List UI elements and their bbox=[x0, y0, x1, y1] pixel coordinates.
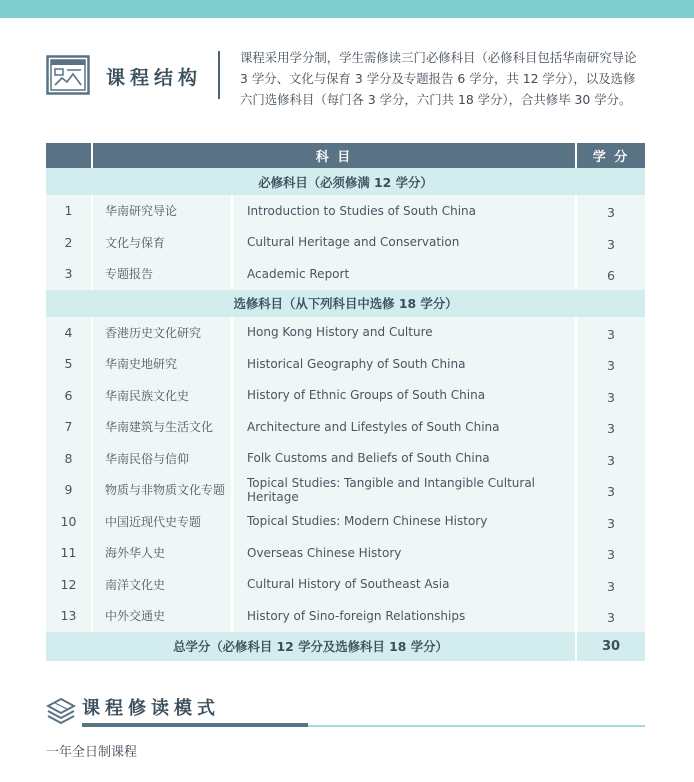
study-mode-section bbox=[46, 692, 645, 732]
row-course-en: Topical Studies: Modern Chinese History bbox=[232, 506, 576, 538]
row-course-zh: 物质与非物质文化专题 bbox=[92, 474, 232, 506]
document-frame-icon bbox=[46, 55, 90, 95]
row-number: 11 bbox=[46, 537, 92, 569]
row-number: 2 bbox=[46, 227, 92, 259]
row-credits: 3 bbox=[576, 569, 645, 601]
study-mode-text: 一年全日制课程 bbox=[46, 745, 138, 760]
row-course-zh: 香港历史文化研究 bbox=[92, 317, 232, 349]
title-underline-dark bbox=[82, 723, 308, 727]
row-number: 8 bbox=[46, 443, 92, 475]
row-course-zh: 华南民族文化史 bbox=[92, 380, 232, 412]
total-credits-label: 总学分（必修科目 12 学分及选修科目 18 学分） bbox=[46, 632, 576, 661]
row-course-zh: 文化与保育 bbox=[92, 227, 232, 259]
table-row bbox=[46, 537, 645, 569]
table-row bbox=[46, 443, 645, 475]
row-course-en: Cultural Heritage and Conservation bbox=[232, 227, 576, 259]
row-number: 5 bbox=[46, 348, 92, 380]
row-credits: 3 bbox=[576, 506, 645, 538]
row-credits: 3 bbox=[576, 600, 645, 632]
row-course-en: Hong Kong History and Culture bbox=[232, 317, 576, 349]
row-credits: 3 bbox=[576, 348, 645, 380]
top-accent-bar bbox=[0, 0, 694, 18]
table-row bbox=[46, 411, 645, 443]
row-course-zh: 海外华人史 bbox=[92, 537, 232, 569]
required-section-title: 必修科目（必须修满 12 学分） bbox=[46, 168, 645, 195]
header-subject: 科 目 bbox=[92, 143, 576, 168]
row-credits: 6 bbox=[576, 258, 645, 290]
row-credits: 3 bbox=[576, 443, 645, 475]
elective-section-title: 选修科目（从下列科目中选修 18 学分） bbox=[46, 290, 645, 317]
table-row bbox=[46, 348, 645, 380]
row-course-en: Cultural History of Southeast Asia bbox=[232, 569, 576, 601]
row-credits: 3 bbox=[576, 195, 645, 227]
section-title-structure: 课程结构 bbox=[106, 67, 203, 89]
row-number: 12 bbox=[46, 569, 92, 601]
elective-section-row bbox=[46, 290, 645, 317]
row-credits: 3 bbox=[576, 474, 645, 506]
row-credits: 3 bbox=[576, 380, 645, 412]
row-course-en: History of Ethnic Groups of South China bbox=[232, 380, 576, 412]
table-row bbox=[46, 569, 645, 601]
row-course-zh: 华南史地研究 bbox=[92, 348, 232, 380]
table-row bbox=[46, 600, 645, 632]
row-course-zh: 中外交通史 bbox=[92, 600, 232, 632]
header-number-cell bbox=[46, 143, 92, 168]
row-course-en: History of Sino-foreign Relationships bbox=[232, 600, 576, 632]
row-course-en: Academic Report bbox=[232, 258, 576, 290]
table-row bbox=[46, 474, 645, 506]
course-structure-section bbox=[46, 50, 646, 107]
title-underline-light bbox=[308, 725, 645, 727]
row-course-zh: 华南建筑与生活文化 bbox=[92, 411, 232, 443]
layered-stack-icon bbox=[46, 697, 76, 727]
title-divider bbox=[218, 51, 220, 99]
table-row bbox=[46, 227, 645, 259]
row-course-en: Introduction to Studies of South China bbox=[232, 195, 576, 227]
row-credits: 3 bbox=[576, 411, 645, 443]
row-credits: 3 bbox=[576, 537, 645, 569]
row-course-en: Topical Studies: Tangible and Intangible Cultural Heritage bbox=[232, 474, 576, 506]
table-row bbox=[46, 317, 645, 349]
header-credits: 学 分 bbox=[576, 143, 645, 168]
row-number: 9 bbox=[46, 474, 92, 506]
row-credits: 3 bbox=[576, 227, 645, 259]
row-course-zh: 中国近现代史专题 bbox=[92, 506, 232, 538]
table-row bbox=[46, 258, 645, 290]
row-number: 3 bbox=[46, 258, 92, 290]
row-course-zh: 专题报告 bbox=[92, 258, 232, 290]
row-number: 1 bbox=[46, 195, 92, 227]
row-number: 4 bbox=[46, 317, 92, 349]
row-course-en: Overseas Chinese History bbox=[232, 537, 576, 569]
row-course-en: Historical Geography of South China bbox=[232, 348, 576, 380]
row-course-zh: 南洋文化史 bbox=[92, 569, 232, 601]
row-number: 13 bbox=[46, 600, 92, 632]
row-credits: 3 bbox=[576, 317, 645, 349]
row-number: 6 bbox=[46, 380, 92, 412]
table-header-row bbox=[46, 143, 645, 168]
required-section-row bbox=[46, 168, 645, 195]
row-number: 10 bbox=[46, 506, 92, 538]
row-course-en: Folk Customs and Beliefs of South China bbox=[232, 443, 576, 475]
total-credits-value: 30 bbox=[576, 632, 645, 661]
section-title-study-mode: 课程修读模式 bbox=[82, 698, 220, 719]
row-course-zh: 华南民俗与信仰 bbox=[92, 443, 232, 475]
total-credits-row bbox=[46, 632, 645, 661]
row-course-en: Architecture and Lifestyles of South China bbox=[232, 411, 576, 443]
table-row bbox=[46, 380, 645, 412]
row-number: 7 bbox=[46, 411, 92, 443]
row-course-zh: 华南研究导论 bbox=[92, 195, 232, 227]
structure-description: 课程采用学分制，学生需修读三门必修科目（必修科目包括华南研究导论 3 学分、文化与保育 3 学分及专题报告 6 学分，共 12 学分），以及选修六门选修科目（每门各 3 学分，六门共 18 学分），合共修毕 30 学分。 bbox=[240, 50, 637, 107]
table-row bbox=[46, 506, 645, 538]
course-table bbox=[46, 143, 645, 661]
table-row bbox=[46, 195, 645, 227]
